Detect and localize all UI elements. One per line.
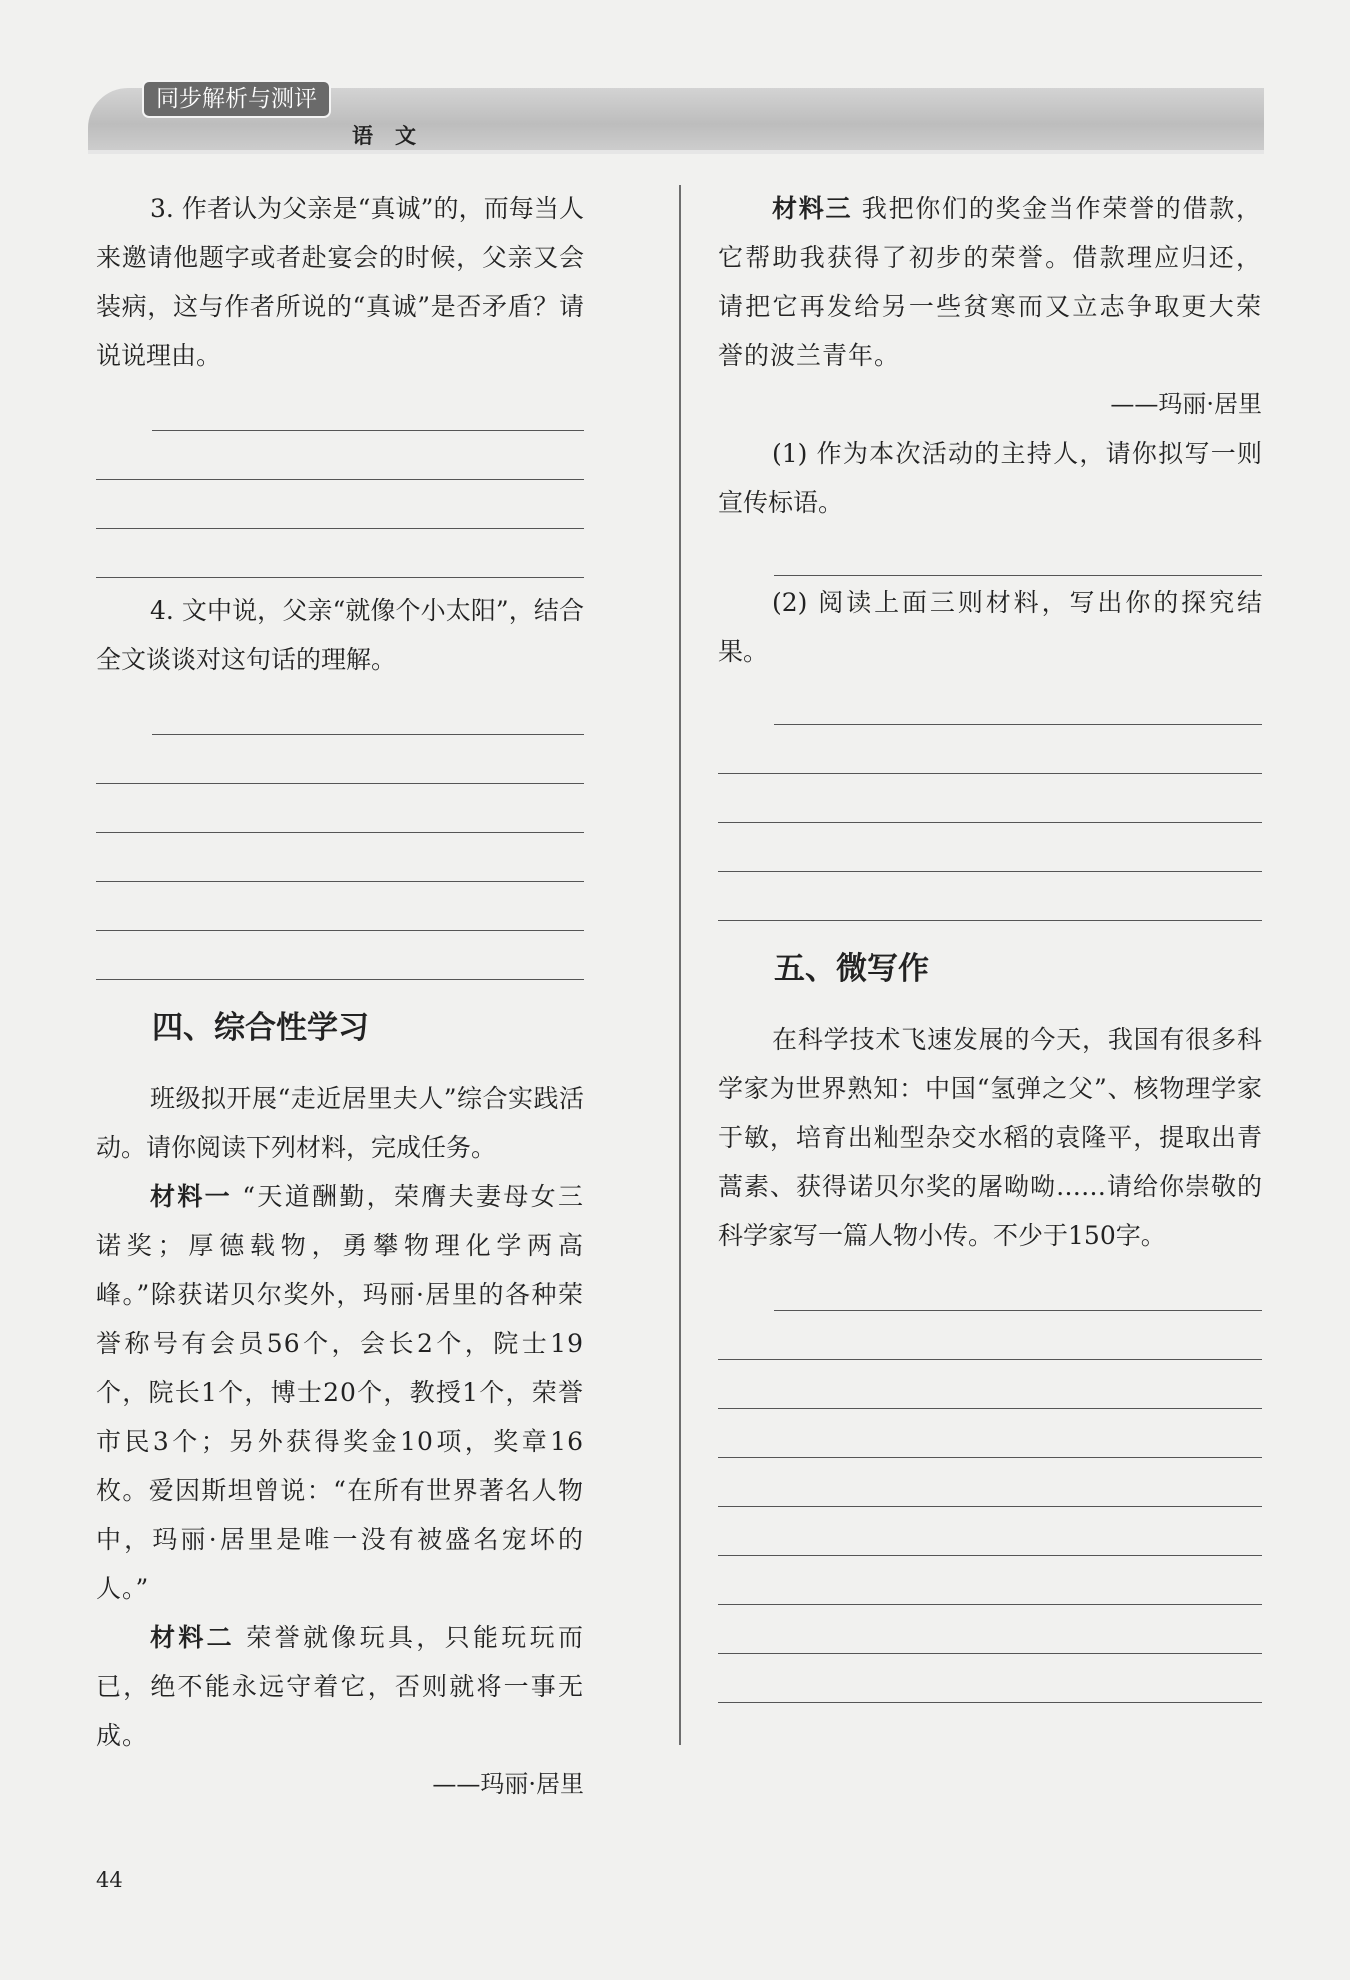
left-column: [96, 184, 584, 1809]
column-divider: [679, 185, 681, 1745]
answer-line[interactable]: [774, 527, 1262, 576]
answer-line[interactable]: [718, 872, 1262, 921]
subject-label: 语文: [352, 124, 438, 148]
question-4: 4. 文中说，父亲“就像个小太阳”，结合全文谈谈对这句话的理解。: [96, 596, 584, 674]
answer-line[interactable]: [718, 1556, 1262, 1605]
task-1: (1) 作为本次活动的主持人，请你拟写一则宣传标语。: [718, 439, 1262, 517]
material-1-text: “天道酬勤，荣膺夫妻母女三诺奖；厚德载物，勇攀物理化学两高峰。”除获诺贝尔奖外，玛丽·居里的各种荣誉称号有会员56个，会长2个，院士19个，院长1个，博士20个，教授1个，荣誉市民3个；另外获得奖金10项，奖章16枚。爱因斯坦曾说：“在所有世界著名人物中，玛丽·居里是唯一没有被盛名宠坏的人。”: [96, 1182, 584, 1603]
material-1: [96, 1172, 584, 1613]
answer-line[interactable]: [96, 833, 584, 882]
answer-line[interactable]: [96, 931, 584, 980]
answer-line[interactable]: [96, 480, 584, 529]
answer-line[interactable]: [96, 735, 584, 784]
answer-lines-writing: [718, 1262, 1262, 1703]
section-5-text: 在科学技术飞速发展的今天，我国有很多科学家为世界熟知：中国“氢弹之父”、核物理学家于敏，培育出籼型杂交水稻的袁隆平，提取出青蒿素、获得诺贝尔奖的屠呦呦……请给你崇敬的科学家写一篇人物小传。不少于150字。: [718, 1025, 1262, 1250]
answer-line[interactable]: [718, 1311, 1262, 1360]
material-3-text: 我把你们的奖金当作荣誉的借款，它帮助我获得了初步的荣誉。借款理应归还，请把它再发给另一些贫寒而又立志争取更大荣誉的波兰青年。: [718, 194, 1262, 370]
material-2-label: 材料二: [150, 1623, 236, 1652]
answer-lines-task1: [718, 527, 1262, 576]
task-2: (2) 阅读上面三则材料，写出你的探究结果。: [718, 588, 1262, 666]
answer-line[interactable]: [718, 1360, 1262, 1409]
question-3: 3. 作者认为父亲是“真诚”的，而每当人来邀请他题字或者赴宴会的时候，父亲又会装病，这与作者所说的“真诚”是否矛盾？请说说理由。: [96, 194, 584, 370]
answer-line[interactable]: [718, 1507, 1262, 1556]
section-5-title: 五、微写作: [774, 951, 929, 987]
page-number: 44: [96, 1868, 123, 1892]
answer-line[interactable]: [718, 1458, 1262, 1507]
answer-line[interactable]: [718, 823, 1262, 872]
material-3-source: ——玛丽·居里: [1110, 390, 1262, 418]
material-1-label: 材料一: [150, 1182, 232, 1211]
material-2: [96, 1613, 584, 1760]
answer-line[interactable]: [718, 774, 1262, 823]
section-4-title: 四、综合性学习: [152, 1010, 369, 1046]
answer-line[interactable]: [718, 1605, 1262, 1654]
answer-line[interactable]: [718, 725, 1262, 774]
answer-line[interactable]: [96, 784, 584, 833]
material-2-text: 荣誉就像玩具，只能玩玩而已，绝不能永远守着它，否则就将一事无成。: [96, 1623, 584, 1750]
answer-lines-q4: [96, 686, 584, 980]
answer-line[interactable]: [774, 1262, 1262, 1311]
answer-line[interactable]: [152, 382, 584, 431]
right-column: [718, 184, 1262, 1703]
answer-line[interactable]: [718, 1409, 1262, 1458]
material-3-label: 材料三: [772, 194, 853, 223]
answer-line[interactable]: [96, 529, 584, 578]
material-3: [718, 184, 1262, 380]
answer-line[interactable]: [774, 676, 1262, 725]
section-4-intro: 班级拟开展“走近居里夫人”综合实践活动。请你阅读下列材料，完成任务。: [96, 1084, 584, 1162]
answer-lines-task2: [718, 676, 1262, 921]
book-title: 同步解析与测评: [142, 80, 331, 118]
answer-line[interactable]: [718, 1654, 1262, 1703]
answer-lines-q3: [96, 382, 584, 578]
answer-line[interactable]: [96, 431, 584, 480]
answer-line[interactable]: [96, 882, 584, 931]
answer-line[interactable]: [152, 686, 584, 735]
material-2-source: ——玛丽·居里: [432, 1770, 584, 1798]
